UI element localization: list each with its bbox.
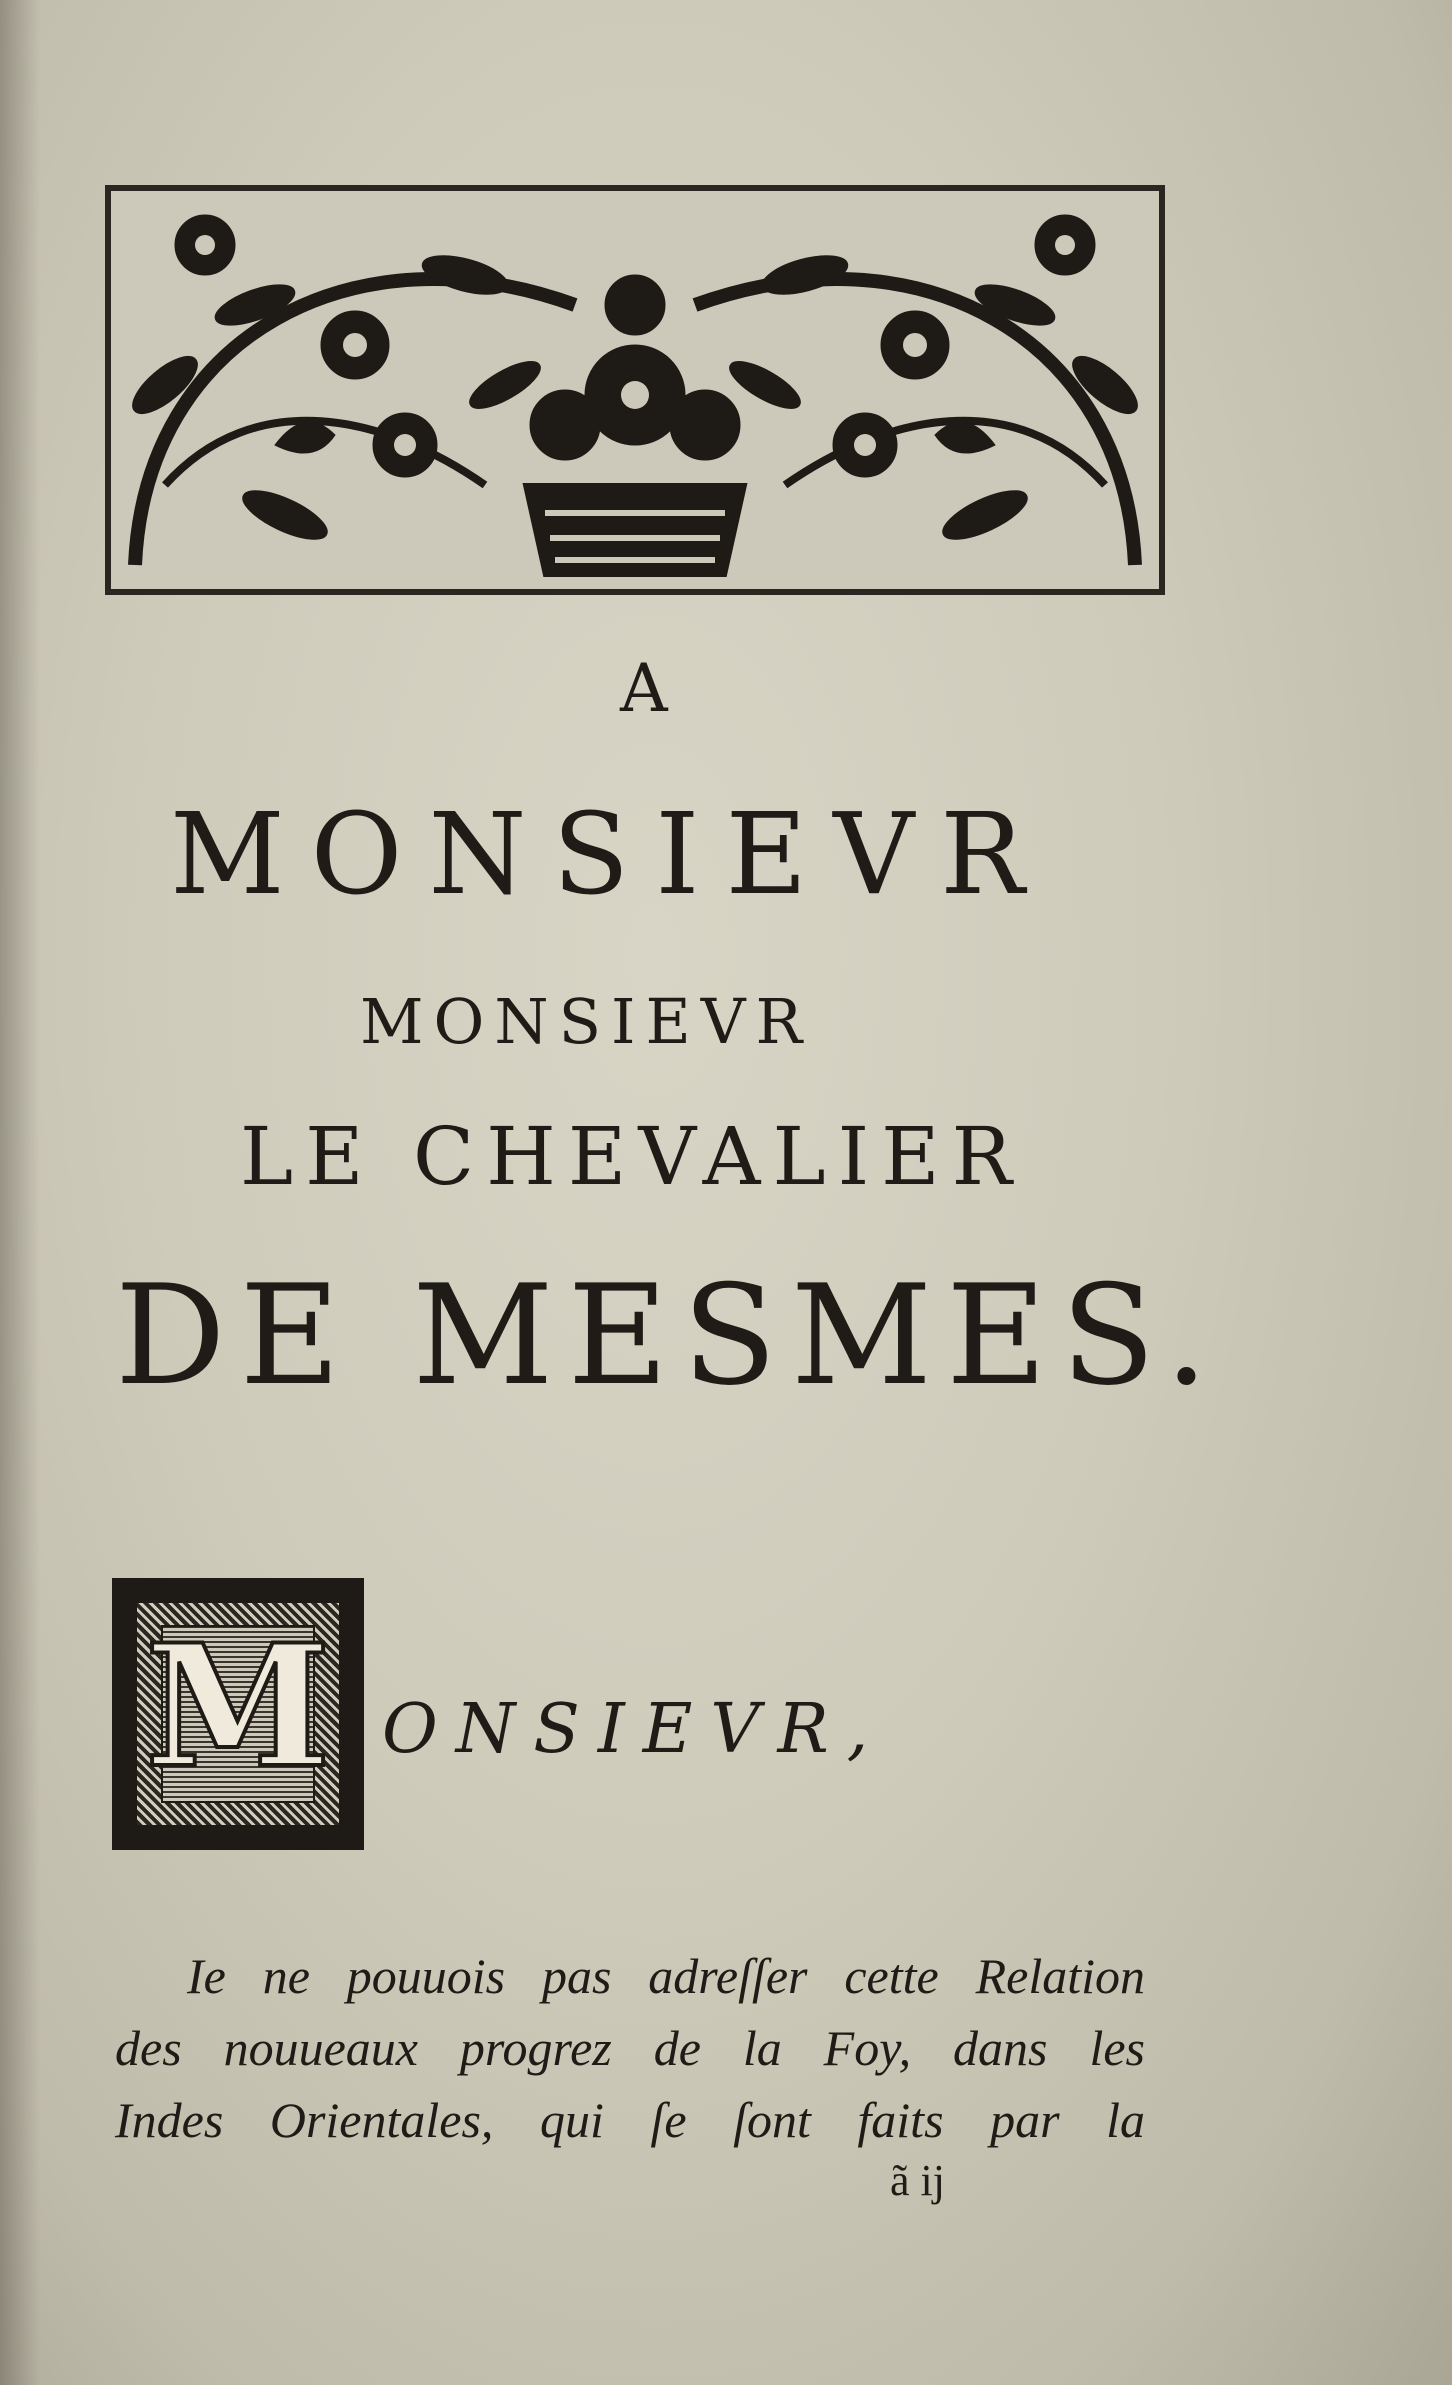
dedication-monsieur-large: MONSIEVR [170,790,1051,920]
body-line: des nouueaux progrez de la Foy, dans les [115,2020,1145,2076]
dedication-a: A [620,650,668,727]
decorated-initial-border [134,1600,342,1828]
body-line: Ie ne pouuois pas adreſſer cette Relation [187,1948,1145,2004]
page-gutter-shadow [0,0,40,2385]
signature-mark: ã ij [890,2156,945,2205]
salutation-text: ONSIEVR, [382,1690,887,1769]
dedication-monsieur-small: MONSIEVR [360,985,813,1058]
dedication-mesmes: DE MESMES. [115,1255,1223,1416]
body-line: Indes Orientales, qui ſe ſont faits par la [115,2092,1145,2148]
decorated-initial-letter: M [145,1607,331,1805]
dedication-chevalier: LE CHEVALIER [240,1110,1024,1203]
floral-basket-ornament-icon [105,185,1165,595]
decorated-initial [112,1578,364,1850]
body-paragraph [115,1940,1145,2156]
